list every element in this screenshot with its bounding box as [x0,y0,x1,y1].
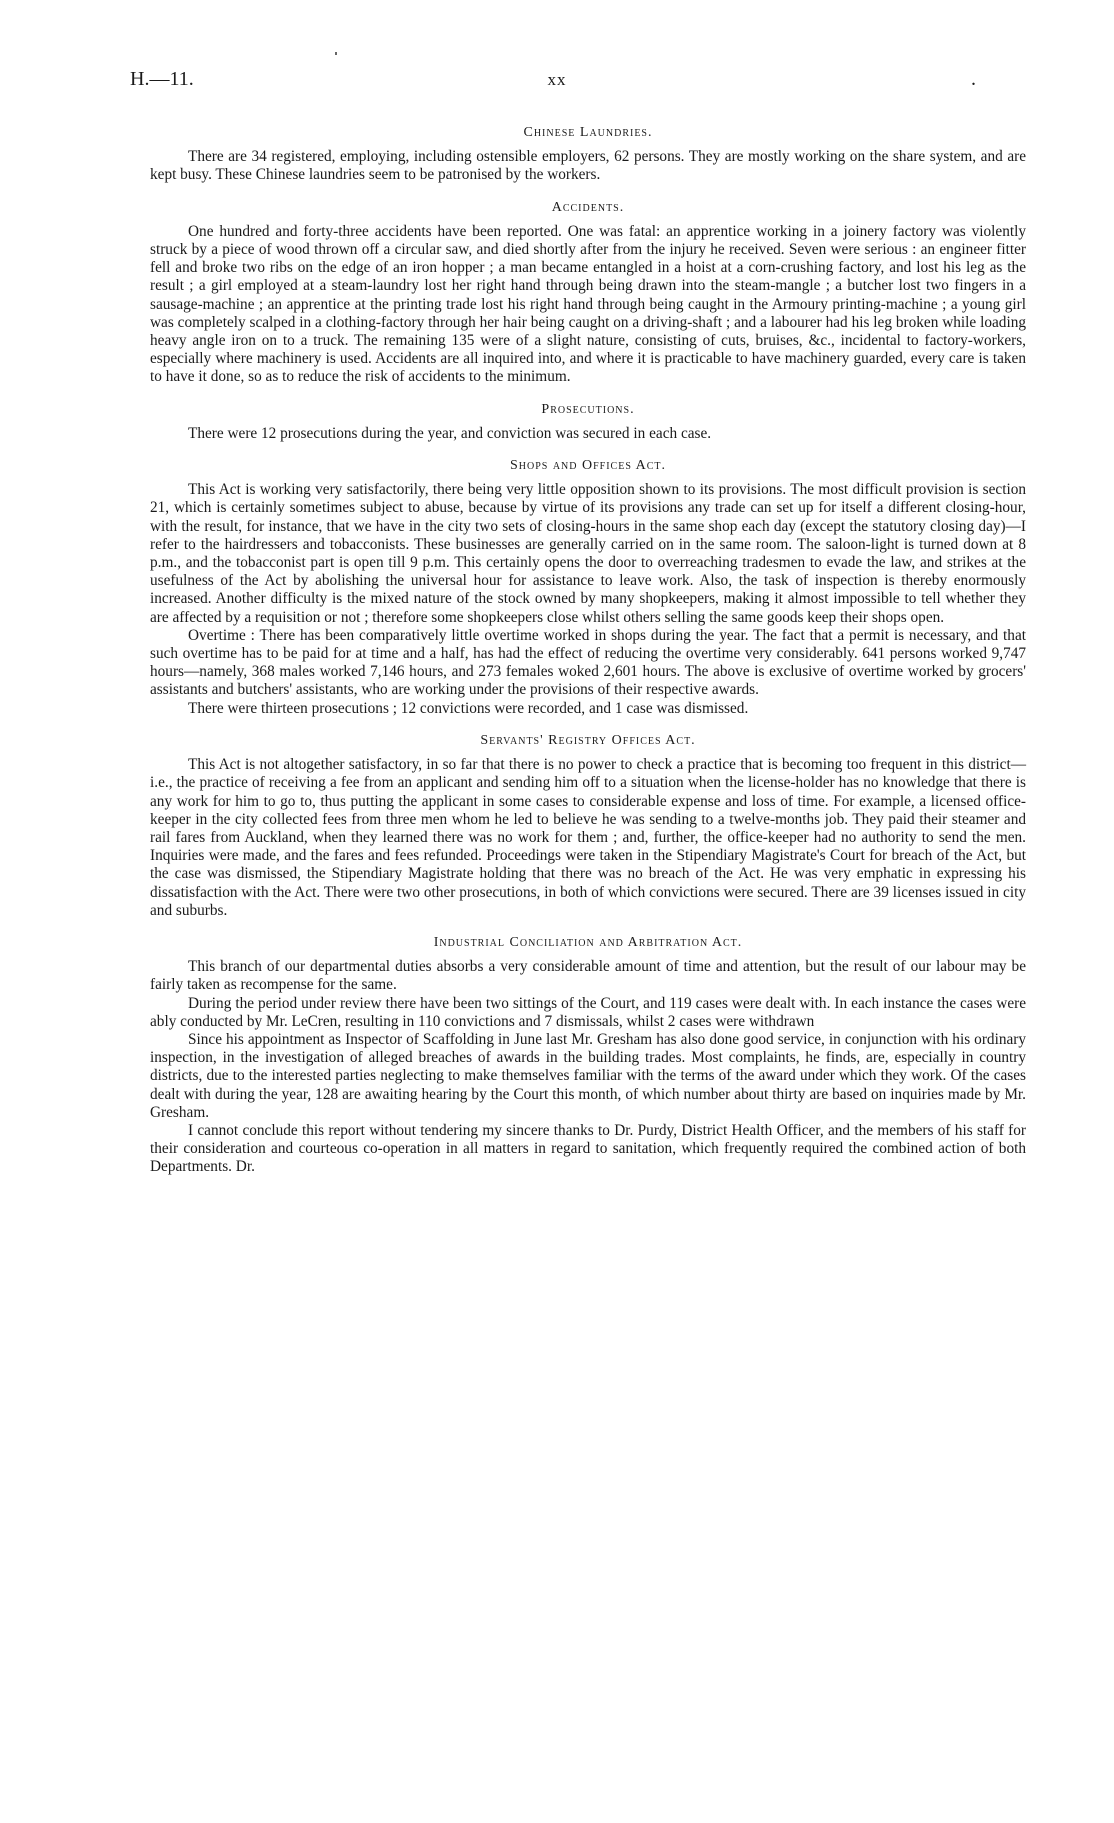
section-heading: Industrial Conciliation and Arbitration Act. [433,934,743,950]
paragraph: This Act is working very satisfactorily, there being very little opposition shown to its provisions. The most difficult provision is section 21, which is certainly sometimes subject to abuse, because by virtue of its provisions any trade can set up for itself a different closing-hour, with the result, for instance, that we have in the city two sets of closing-hours in the same shop each day (except the statutory closing day)—I refer to the hairdressers and tobacconists. These businesses are generally carried on in the same room. The saloon-light is turned down at 8 p.m., and the tobacconist part is open till 9 p.m. This certainly opens the door to overreaching tradesmen to evade the law, and strikes at the usefulness of the Act by abolishing the universal hour for assistance to leave work. Also, the task of inspection is thereby enormously increased. Another difficulty is the mixed nature of the stock owned by many shopkeepers, making it almost impossible to tell whether they are affected by a requisition or not ; therefore some shopkeepers close whilst others selling the same goods keep their shops open. [150,481,1026,626]
header-mark: . [971,68,976,90]
section-heading: Prosecutions. [541,401,635,417]
section-heading: Shops and Offices Act. [509,458,667,474]
paragraph: I cannot conclude this report without tendering my sincere thanks to Dr. Purdy, District Health Officer, and the members of his staff for their consideration and courteous co-operation in all matters in regard to sanitation, which frequently required the combined action of both Departments. Dr. [150,1121,1026,1176]
paragraph: There were 12 prosecutions during the year, and conviction was secured in each case. [188,424,712,442]
paragraph: This branch of our departmental duties absorbs a very considerable amount of time and attention, but the result of our labour may be fairly taken as recompense for the same. [150,958,1026,994]
section-heading: Servants' Registry Offices Act. [480,732,696,748]
document-reference: H.—11. [130,68,194,90]
report-body [150,124,1026,1177]
paragraph: This Act is not altogether satisfactory, in so far that there is no power to check a practice that is becoming too frequent in this district—i.e., the practice of receiving a fee from an applicant and sending him off to a situation when the license-holder has no knowledge that there is any work for him to go to, thus putting the applicant in some cases to considerable expense and loss of time. For example, a licensed office-keeper in the city collected fees from three men whom he led to believe he was sending to a twelve-months job. They paid their steamer and rail fares from Auckland, when they learned there was no work for them ; and, further, the office-keeper had no authority to send the men. Inquiries were made, and the fares and fees refunded. Proceedings were taken in the Stipendiary Magistrate's Court for breach of the Act, but the case was dismissed, the Stipendiary Magistrate holding that there was no breach of the Act. He was very emphatic in expressing his dissatisfaction with the Act. There were two other prosecutions, in both of which convictions were secured. There are 39 licenses issued in city and suburbs. [150,756,1026,919]
section-heading: Accidents. [551,199,625,215]
print-speck [335,52,337,55]
paragraph: Overtime : There has been comparatively little overtime worked in shops during the year. The fact that a permit is necessary, and that such overtime has to be paid for at time and a half, has had the effect of reducing the overtime very considerably. 641 persons worked 9,747 hours—namely, 368 males worked 7,146 hours, and 273 females woked 2,601 hours. The above is exclusive of overtime worked by grocers' assistants and butchers' assistants, who are working under the provisions of their respective awards. [150,626,1026,699]
paragraph: There were thirteen prosecutions ; 12 convictions were recorded, and 1 case was dismissed. [188,699,749,717]
section-heading: Chinese Laundries. [523,125,653,140]
paragraph: There are 34 registered, employing, including ostensible employers, 62 persons. They are mostly working on the share system, and are kept busy. These Chinese laundries seem to be patronised by the workers. [150,148,1026,184]
paragraph: One hundred and forty-three accidents have been reported. One was fatal: an apprentice working in a joinery factory was violently struck by a piece of wood thrown off a circular saw, and died shortly after from the injury he received. Seven were serious : an engineer fitter fell and broke two ribs on the edge of an iron hopper ; a man became entangled in a hoist at a corn-crushing factory, and lost his leg as the result ; a girl employed at a steam-laundry lost her right hand through being drawn into the steam-mangle ; a butcher lost two fingers in a sausage-machine ; an apprentice at the printing trade lost his right hand through being caught in the Armoury printing-machine ; a young girl was completely scalped in a clothing-factory through her hair being caught on a driving-shaft ; and a labourer had his leg broken while loading heavy angle iron on to a truck. The remaining 135 were of a slight nature, consisting of cuts, bruises, &c., incidental to factory-workers, especially where machinery is used. Accidents are all inquired into, and where it is practicable to have machinery guarded, every care is taken to have it done, so as to reduce the risk of accidents to the minimum. [150,222,1026,386]
page-number: xx [547,70,567,89]
page-header [130,68,984,98]
paragraph: Since his appointment as Inspector of Scaffolding in June last Mr. Gresham has also done good service, in conjunction with his ordinary inspection, in the investigation of alleged breaches of awards in the building trades. Most complaints, he finds, are, especially in country districts, due to the interested parties neglecting to make themselves familiar with the terms of the award under which they work. Of the cases dealt with during the year, 128 are awaiting hearing by the Court this month, of which number about thirty are based on inquiries made by Mr. Gresham. [150,1030,1026,1121]
paragraph: During the period under review there have been two sittings of the Court, and 119 cases were dealt with. In each instance the cases were ably conducted by Mr. LeCren, resulting in 110 convictions and 7 dismissals, whilst 2 cases were withdrawn [150,994,1026,1030]
